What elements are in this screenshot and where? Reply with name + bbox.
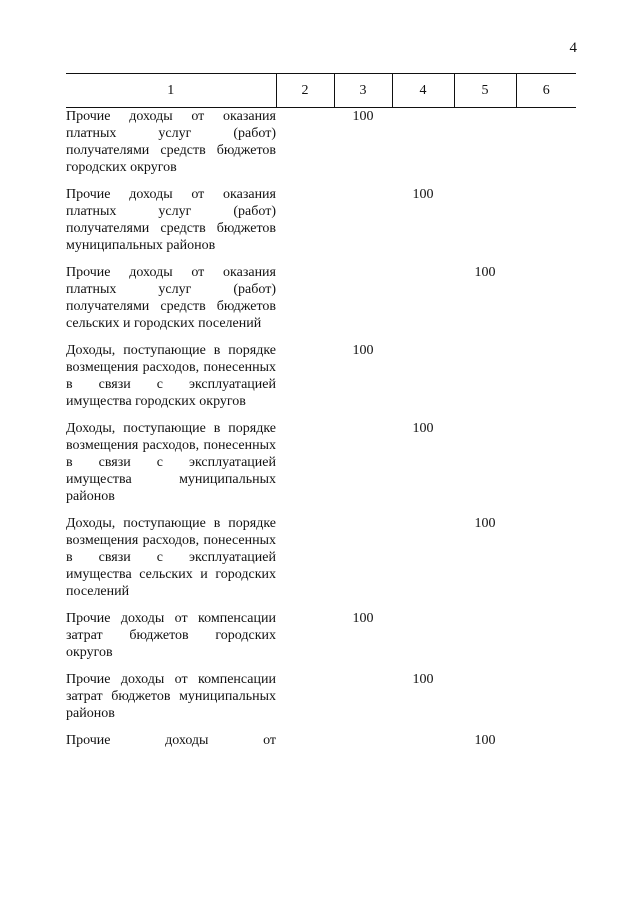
- table-row: [66, 342, 576, 410]
- row-spacer: [66, 600, 576, 610]
- row-description-cell: [66, 732, 276, 749]
- table-row: [66, 420, 576, 505]
- page-number: 4: [569, 40, 577, 56]
- col3-value: [334, 186, 392, 254]
- column-header-6: 6: [516, 74, 576, 108]
- col4-value: 100: [412, 187, 434, 202]
- col4-value: [392, 342, 454, 410]
- col3-value: [334, 515, 392, 600]
- col2-cell: [276, 732, 334, 749]
- row-description-cell: [66, 420, 276, 505]
- revenue-table: [66, 73, 576, 749]
- row-spacer: [66, 176, 576, 186]
- row-description-cell: [66, 186, 276, 254]
- row-description-cell: [66, 515, 276, 600]
- table-row: [66, 610, 576, 661]
- col6-cell: [516, 515, 576, 600]
- col5-value: [454, 420, 516, 505]
- column-header-2: 2: [276, 74, 334, 108]
- col4-value: [392, 610, 454, 661]
- table-row: [66, 671, 576, 722]
- col6-cell: [516, 420, 576, 505]
- row-description-cell: [66, 671, 276, 722]
- col6-cell: [516, 732, 576, 749]
- col5-value: [454, 671, 516, 722]
- col2-cell: [276, 515, 334, 600]
- col2-cell: [276, 186, 334, 254]
- row-description-cell: [66, 342, 276, 410]
- table-row: [66, 515, 576, 600]
- col3-value: [334, 420, 392, 505]
- row-description: Доходы, поступающие в порядке возмещения расходов, понесенных в связи с эксплуатацией имущества городских округов: [66, 343, 276, 409]
- row-description: Прочие доходы от оказания платных услуг (работ) получателями средств бюджетов муниципальных районов: [66, 187, 276, 253]
- row-description: Прочие доходы от компенсации затрат бюджетов муниципальных районов: [66, 672, 276, 721]
- row-description-cell: [66, 610, 276, 661]
- column-header-3: 3: [334, 74, 392, 108]
- col6-cell: [516, 671, 576, 722]
- col3-value: 100: [352, 109, 374, 124]
- col4-value: [392, 108, 454, 177]
- row-description: Прочие доходы от оказания платных услуг (работ) получателями средств бюджетов городских округов: [66, 109, 276, 175]
- table-row: [66, 108, 576, 177]
- col4-value: 100: [412, 421, 434, 436]
- col3-value: [334, 264, 392, 332]
- row-description: Доходы, поступающие в порядке возмещения расходов, понесенных в связи с эксплуатацией имущества сельских и городских поселений: [66, 516, 276, 599]
- col5-value: [454, 186, 516, 254]
- col5-value: 100: [474, 516, 496, 531]
- col5-value: [454, 108, 516, 177]
- col2-cell: [276, 671, 334, 722]
- col2-cell: [276, 420, 334, 505]
- col4-value: 100: [412, 672, 434, 687]
- row-spacer: [66, 661, 576, 671]
- row-spacer: [66, 254, 576, 264]
- col6-cell: [516, 186, 576, 254]
- col3-value: 100: [352, 343, 374, 358]
- col5-value: 100: [474, 265, 496, 280]
- row-description-cell: [66, 264, 276, 332]
- col5-value: [454, 342, 516, 410]
- row-description-cell: [66, 108, 276, 177]
- table-row: [66, 186, 576, 254]
- row-spacer: [66, 722, 576, 732]
- col4-value: [392, 732, 454, 749]
- col6-cell: [516, 264, 576, 332]
- row-spacer: [66, 505, 576, 515]
- row-description: Доходы, поступающие в порядке возмещения расходов, понесенных в связи с эксплуатацией имущества муниципальных районов: [66, 421, 276, 504]
- col6-cell: [516, 610, 576, 661]
- column-header-4: 4: [392, 74, 454, 108]
- row-spacer: [66, 410, 576, 420]
- col2-cell: [276, 610, 334, 661]
- table-row: [66, 264, 576, 332]
- col4-value: [392, 515, 454, 600]
- col2-cell: [276, 108, 334, 177]
- col3-value: 100: [352, 611, 374, 626]
- col2-cell: [276, 264, 334, 332]
- col5-value: [454, 610, 516, 661]
- table-row: [66, 732, 576, 749]
- row-spacer: [66, 332, 576, 342]
- col6-cell: [516, 342, 576, 410]
- col3-value: [334, 732, 392, 749]
- row-description: Прочие доходы от: [66, 733, 276, 748]
- col6-cell: [516, 108, 576, 177]
- col5-value: 100: [474, 733, 496, 748]
- table-header-row: [66, 74, 576, 108]
- row-description: Прочие доходы от оказания платных услуг (работ) получателями средств бюджетов сельских и городских поселений: [66, 265, 276, 331]
- column-header-5: 5: [454, 74, 516, 108]
- col2-cell: [276, 342, 334, 410]
- col3-value: [334, 671, 392, 722]
- col4-value: [392, 264, 454, 332]
- row-description: Прочие доходы от компенсации затрат бюджетов городских округов: [66, 611, 276, 660]
- column-header-1: 1: [66, 74, 276, 108]
